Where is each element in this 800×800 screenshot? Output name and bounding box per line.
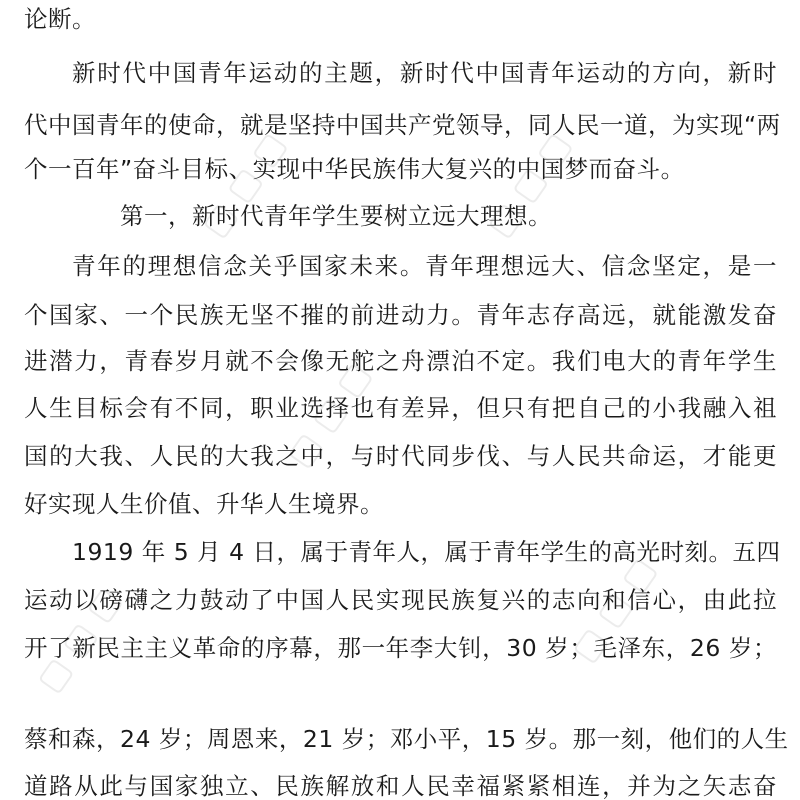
text-line: 1919 年 5 月 4 日，属于青年人，属于青年学生的高光时刻。五四 — [72, 538, 781, 566]
text-line: 运动以磅礴之力鼓动了中国人民实现民族复兴的志向和信心，由此拉 — [24, 586, 777, 614]
watermark-graphic: ▢ ▢ ▢ — [563, 550, 665, 670]
text-line: 开了新民主主义革命的序幕，那一年李大钊，30 岁；毛泽东，26 岁； — [24, 634, 777, 662]
text-line: 人生目标会有不同，职业选择也有差异，但只有把自己的小我融入祖 — [24, 394, 777, 422]
text-line: 个一百年”奋斗目标、实现中华民族伟大复兴的中国梦而奋斗。 — [24, 155, 685, 183]
text-line: 代中国青年的使命，就是坚持中国共产党领导，同人民一道，为实现“两 — [24, 111, 781, 139]
text-line: 道路从此与国家独立、民族解放和人民幸福紧紧相连，并为之矢志奋 — [24, 772, 777, 800]
watermark-graphic: ▢ ▢ ▢ — [28, 580, 130, 700]
text-line: 国的大我、人民的大我之中，与时代同步伐、与人民共命运，才能更 — [24, 442, 777, 470]
text-line: 新时代中国青年运动的主题，新时代中国青年运动的方向，新时 — [72, 59, 777, 87]
section-heading: 第一，新时代青年学生要树立远大理想。 — [120, 202, 552, 230]
text-line: 好实现人生价值、升华人生境界。 — [24, 490, 384, 518]
text-line: 青年的理想信念关乎国家未来。青年理想远大、信念坚定，是一 — [72, 252, 777, 280]
text-line: 进潜力，青春岁月就不会像无舵之舟漂泊不定。我们电大的青年学生 — [24, 347, 777, 375]
text-line: 个国家、一个民族无坚不摧的前进动力。青年志存高远，就能激发奋 — [24, 301, 777, 329]
watermark-graphic: ▢ ▢ ▢ — [193, 125, 295, 245]
watermark-graphic: ▢ ▢ ▢ — [478, 125, 580, 245]
watermark-graphic: ▢ ▢ ▢ — [278, 355, 380, 475]
text-line: 论断。 — [24, 5, 96, 33]
text-line: 蔡和森，24 岁；周恩来，21 岁；邓小平，15 岁。那一刻，他们的人生 — [24, 725, 789, 753]
